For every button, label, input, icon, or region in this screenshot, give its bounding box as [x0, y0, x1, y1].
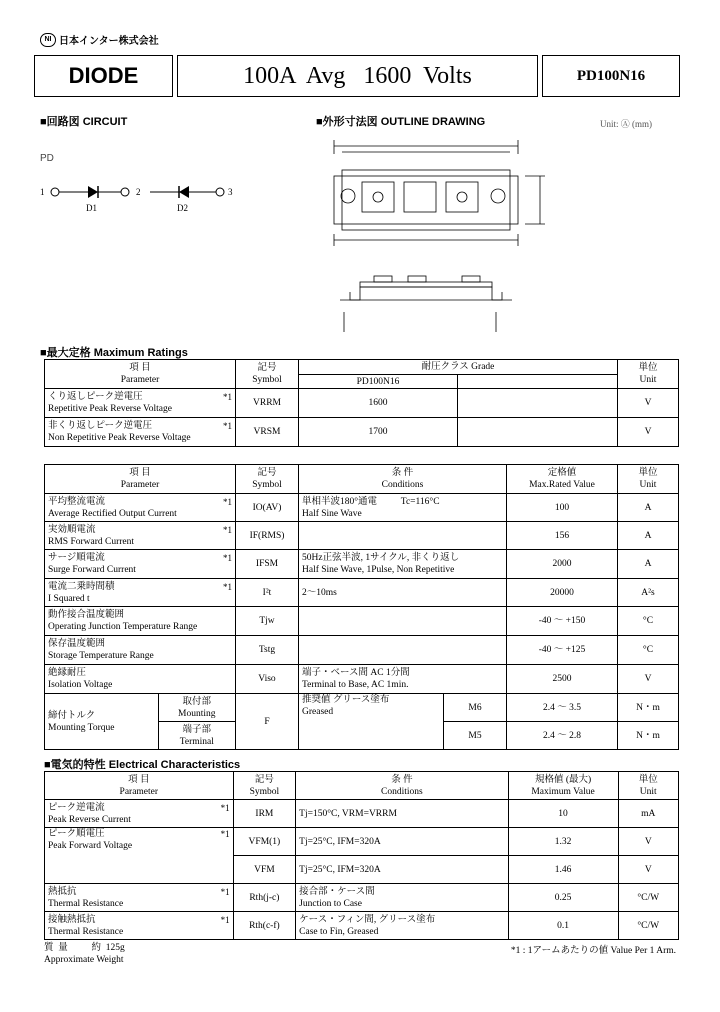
header-parameter: 項 目 Parameter — [45, 360, 236, 389]
weight-note: 質 量 約 125g Approximate Weight — [44, 943, 125, 965]
table-row: *1 接触熱抵抗 Thermal Resistance Rth(c-f) ケース・フィン間, グリース塗布 Case to Fin, Greased 0.1 °C/W — [45, 912, 679, 940]
table-row: *1 ピーク順電圧 Peak Forward Voltage VFM(1) Tj=25°C, IFM=320A 1.32 V — [45, 828, 679, 856]
terminal-3-node — [216, 188, 224, 196]
unit-cell: V — [618, 418, 679, 447]
max-ratings-table — [44, 359, 679, 447]
electrical-table: 項 目 Parameter 記号 Symbol 条 件 Conditions 規格値 (最大) Maximum Value 単位 Unit *1 ピーク逆電流 Peak Reverse Current IRM Tj=150°C, VRM=VRRM 10 mA *1 ピーク順電圧 Peak Forward Voltage VFM(1) Tj=25°C, IFM=320A 1.32 V VFM Tj=25°C, IFM=320A 1.46 V *1 熱抵抗 Thermal Resistance Rth(j-c) 接合部・ケース間 Junction to Case 0.25 °C/W *1 接触熱抵抗 Thermal Resistance Rth(c-f) ケース・フィン間, グリース塗布 Case to Fin, Greased 0.1 °C/W — [44, 771, 679, 940]
part-number: PD100N16 — [576, 67, 646, 84]
circuit-title: ■回路図 CIRCUIT — [40, 116, 128, 128]
ratings-table — [44, 464, 679, 750]
brand-name: 日本インター株式会社 — [59, 36, 159, 47]
device-type-box — [34, 55, 173, 97]
header-value: 定格値 Max.Rated Value — [507, 465, 618, 494]
torque-row-terminal: 端子部 Terminal M5 2.4 ～ 2.8 N・m — [45, 722, 679, 750]
table-row: *1 サージ順電流 Surge Forward Current IFSM 50Hz正弦半波, 1サイクル, 非くり返し Half Sine Wave, 1Pulse, Non Repetitive 2000 A — [45, 550, 679, 579]
electrical-title: ■電気的特性 Electrical Characteristics — [44, 759, 241, 771]
brand-mark: NI — [40, 33, 56, 47]
arm-footnote: *1 : 1アームあたりの値 Value Per 1 Arm. — [510, 946, 676, 956]
header-parameter: 項 目 Parameter — [45, 465, 236, 494]
table-row — [45, 389, 679, 418]
diode-d1-label: D1 — [86, 203, 97, 213]
table-row: *1 平均整流電流 Average Rectified Output Current IO(AV) 単相半波180°通電 Tc=116°C Half Sine Wave 100 A — [45, 494, 679, 522]
part-box — [542, 55, 680, 97]
table-row: VFM Tj=25°C, IFM=320A 1.46 V — [45, 856, 679, 884]
symbol-cell: VRRM — [236, 389, 299, 418]
diode-d1 — [88, 186, 98, 198]
param-cell: *1 くり返しピーク逆電圧 Repetitive Peak Reverse Voltage — [45, 389, 236, 418]
table-row: 絶縁耐圧 Isolation Voltage Viso 端子・ベース間 AC 1分間 Terminal to Base, AC 1min. 2500 V — [45, 665, 679, 694]
circuit-diagram — [38, 176, 238, 216]
terminal-1-node — [51, 188, 59, 196]
terminal-1: 1 — [40, 187, 45, 197]
outline-title: ■外形寸法図 OUTLINE DRAWING — [316, 116, 486, 128]
param-cell: *1 非くり返しピーク逆電圧 Non Repetitive Peak Reverse Voltage — [45, 418, 236, 447]
rating-box — [177, 55, 538, 97]
max-ratings-title: ■最大定格 Maximum Ratings — [40, 347, 188, 359]
value-cell: 1700 — [299, 418, 458, 447]
header-symbol: 記号 Symbol — [236, 360, 299, 389]
table-row: *1 ピーク逆電流 Peak Reverse Current IRM Tj=150°C, VRM=VRRM 10 mA — [45, 800, 679, 828]
outline-drawing — [320, 132, 560, 342]
outline-units: Unit: Ⓐ (mm) — [600, 119, 652, 129]
device-type: DIODE — [68, 63, 139, 88]
diode-d2-label: D2 — [177, 203, 188, 213]
circuit-label: PD — [40, 153, 54, 164]
diode-d2 — [179, 186, 189, 198]
table-row: *1 電流二乗時間積 I Squared t I²t 2～10ms 20000 A²s — [45, 579, 679, 607]
header-grade-part: PD100N16 — [299, 375, 458, 389]
torque-row-mounting: 締付トルク Mounting Torque 取付部 Mounting F 推奨値 グリース塗布 Greased M6 2.4 ～ 3.5 N・m — [45, 694, 679, 722]
header-grade: 耐圧クラス Grade — [299, 360, 618, 375]
table-row — [45, 418, 679, 447]
brand-logo — [40, 32, 159, 47]
header-unit: 単位 Unit — [618, 360, 679, 389]
terminal-2: 2 — [136, 187, 141, 197]
value-cell: 1600 — [299, 389, 458, 418]
table-row: *1 実効順電流 RMS Forward Current IF(RMS) 156 A — [45, 522, 679, 550]
header-conditions: 条 件 Conditions — [299, 465, 507, 494]
symbol-cell: VRSM — [236, 418, 299, 447]
rating-title: 100A Avg 1600 Volts — [243, 62, 472, 89]
terminal-2-node — [121, 188, 129, 196]
table-row: *1 熱抵抗 Thermal Resistance Rth(j-c) 接合部・ケース間 Junction to Case 0.25 °C/W — [45, 884, 679, 912]
table-row: 動作接合温度範囲 Operating Junction Temperature Range Tjw -40 ～ +150 °C — [45, 607, 679, 636]
terminal-3: 3 — [228, 187, 233, 197]
unit-cell: V — [618, 389, 679, 418]
table-row: 保存温度範囲 Storage Temperature Range Tstg -40 ～ +125 °C — [45, 636, 679, 665]
header-symbol: 記号 Symbol — [236, 465, 299, 494]
header-unit: 単位 Unit — [618, 465, 679, 494]
